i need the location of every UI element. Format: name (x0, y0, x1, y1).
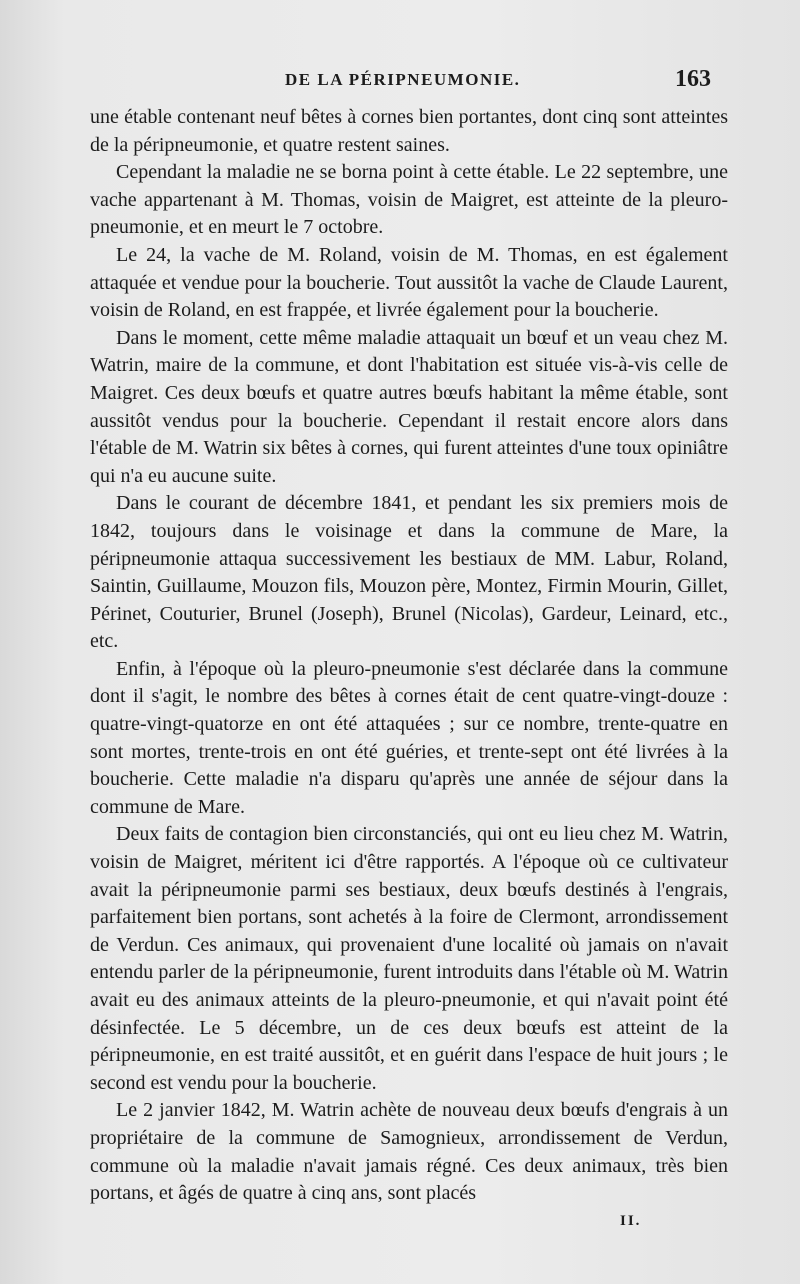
paragraph: Dans le moment, cette même maladie attaquait un bœuf et un veau chez M. Watrin, maire de la commune, et dont l'habitation est située vis-à-vis celle de Maigret. Ces deux bœufs et quatre autres bœufs habitant la même étable, sont aussitôt vendus pour la boucherie. Cependant il restait encore alors dans l'étable de M. Watrin six bêtes à cornes, qui furent atteintes d'une toux opiniâtre qui n'a eu aucune suite. (90, 326, 728, 487)
page-header (0, 66, 800, 100)
body-text (90, 104, 728, 1208)
paragraph: Le 24, la vache de M. Roland, voisin de M. Thomas, en est également attaquée et vendue pour la boucherie. Tout aussitôt la vache de Claude Laurent, voisin de Roland, en est frappée, et livrée également pour la boucherie. (90, 243, 728, 322)
running-title: DE LA PÉRIPNEUMONIE. (285, 70, 521, 89)
paragraph: Deux faits de contagion bien circonstanciés, qui ont eu lieu chez M. Watrin, voisin de Maigret, méritent ici d'être rapportés. A l'époque où ce cultivateur avait la péripneumonie parmi ses bestiaux, deux bœufs destinés à l'engrais, parfaitement bien portans, sont achetés à la foire de Clermont, arrondissement de Verdun. Ces animaux, qui provenaient d'une localité où jamais on n'avait entendu parler de la péripneumonie, furent introduits dans l'étable où M. Watrin avait eu des animaux atteints de la pleuro-pneumonie, et qui n'avait point été désinfectée. Le 5 décembre, un de ces deux bœufs est atteint de la péripneumonie, en est traité aussitôt, et en guérit dans l'espace de huit jours ; le second est vendu pour la boucherie. (90, 823, 728, 1094)
page-number: 163 (675, 66, 711, 92)
paragraph: Cependant la maladie ne se borna point à cette étable. Le 22 septembre, une vache appartenant à M. Thomas, voisin de Maigret, est atteinte de la pleuro-pneumonie, et en meurt le 7 octobre. (90, 161, 728, 239)
paragraph: une étable contenant neuf bêtes à cornes bien portantes, dont cinq sont atteintes de la péripneumonie, et quatre restent saines. (90, 106, 728, 156)
paragraph: Enfin, à l'époque où la pleuro-pneumonie s'est déclarée dans la commune dont il s'agit, le nombre des bêtes à cornes était de cent quatre-vingt-douze : quatre-vingt-quatorze en ont été attaquées ; sur ce nombre, trente-quatre en sont mortes, trente-trois en ont été guéries, et trente-sept ont été livrées à la boucherie. Cette maladie n'a disparu qu'après une année de séjour dans la commune de Mare. (90, 657, 728, 818)
signature-mark: II. (620, 1213, 642, 1229)
paragraph: Le 2 janvier 1842, M. Watrin achète de nouveau deux bœufs d'engrais à un propriétaire de la commune de Samognieux, arrondissement de Verdun, commune où la maladie n'avait jamais régné. Ces deux animaux, très bien portans, et âgés de quatre à cinq ans, sont placés (90, 1099, 728, 1205)
paragraph: Dans le courant de décembre 1841, et pendant les six premiers mois de 1842, toujours dans le voisinage et dans la commune de Mare, la péripneumonie attaqua successivement les bestiaux de MM. Labur, Roland, Saintin, Guillaume, Mouzon fils, Mouzon père, Montez, Firmin Mourin, Gillet, Périnet, Couturier, Brunel (Joseph), Brunel (Nicolas), Gardeur, Leinard, etc., etc. (90, 492, 728, 653)
